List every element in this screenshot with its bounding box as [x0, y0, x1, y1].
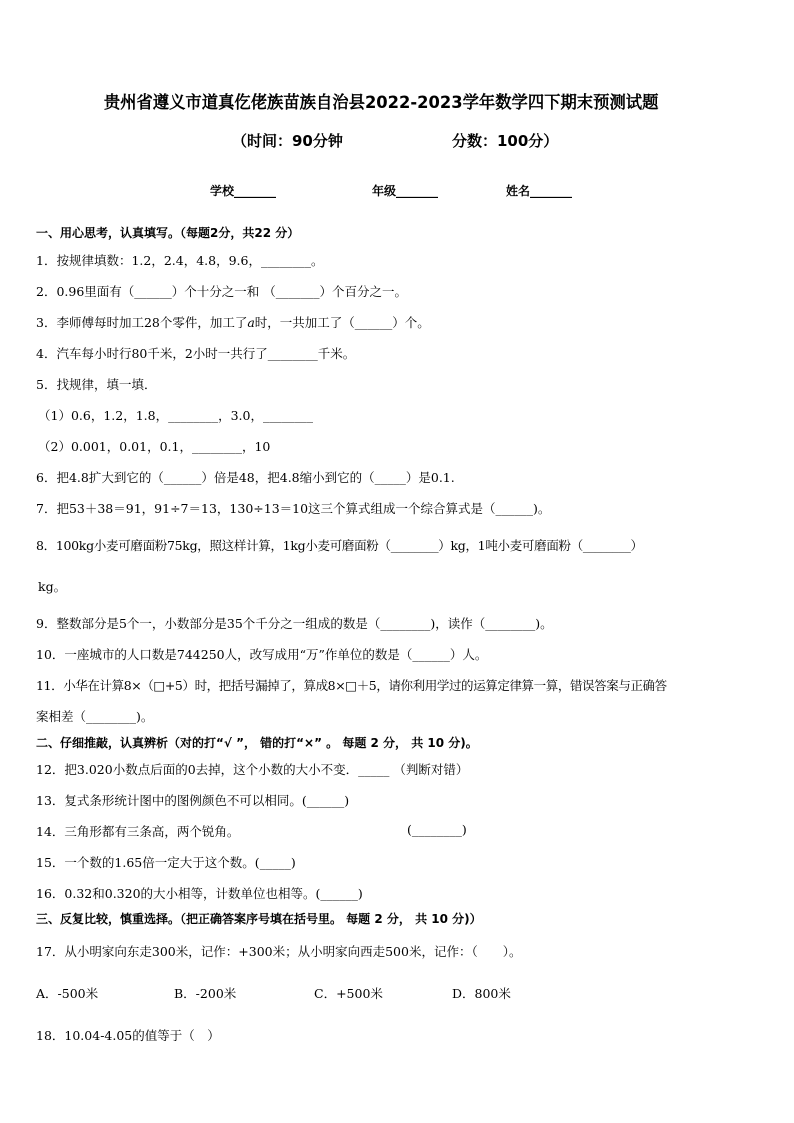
question-8-continued: kg。 — [38, 579, 67, 594]
question-2: 2．0.96里面有（______）个十分之一和 （_______）个百分之一。 — [36, 284, 408, 299]
question-13: 13．复式条形统计图中的图例颜色不可以相同。(______) — [36, 793, 350, 808]
question-7: 7．把53＋38＝91，91÷7＝13，130÷13＝10这三个算式组成一个综合算式是（______)。 — [36, 501, 551, 516]
question-11: 11．小华在计算8×（□+5）时，把括号漏掉了，算成8×□＋5，请你利用学过的运算定律算一算，错误答案与正确答 — [36, 678, 667, 693]
section-heading-2: 二、仔细推敲，认真辨析（对的打“√ ”， 错的打“×” 。 每题 2 分， 共 10 分)。 — [36, 736, 478, 750]
question-10: 10．一座城市的人口数是744250人，改写成用“万”作单位的数是（______）人。 — [36, 647, 488, 662]
question-3: 3．李师傅每时加工28个零件，加工了𝑎时，一共加工了（______）个。 — [36, 315, 430, 330]
question-17-option-a: A．-500米 — [36, 986, 99, 1001]
question-17-option-d: D．800米 — [452, 986, 511, 1001]
question-17: 17．从小明家向东走300米，记作：+300米；从小明家向西走500米，记作：（ ）。 — [36, 944, 522, 959]
question-17-option-b: B．-200米 — [174, 986, 237, 1001]
grade-field: 年级_______ — [372, 184, 439, 198]
page-title: 贵州省遵义市道真仡佬族苗族自治县2022-2023学年数学四下期末预测试题 — [103, 93, 659, 113]
question-5: 5．找规律，填一填． — [36, 377, 157, 392]
exam-time: （时间：90分钟 — [232, 132, 343, 150]
section-heading-1: 一、用心思考，认真填写。（每题2分，共22 分） — [36, 226, 300, 240]
question-8: 8．100kg小麦可磨面粉75kg，照这样计算，1kg小麦可磨面粉（________）kg，1吨小麦可磨面粉（________） — [36, 538, 643, 553]
question-12: 12．把3.020小数点后面的0去掉，这个小数的大小不变．_____ （判断对错） — [36, 762, 469, 777]
question-4: 4．汽车每小时行80千米，2小时一共行了________千米。 — [36, 346, 356, 361]
exam-score: 分数：100分） — [452, 132, 559, 150]
question-5-part-2: （2）0.001，0.01，0.1，________，10 — [38, 439, 271, 454]
question-6: 6．把4.8扩大到它的（______）倍是48，把4.8缩小到它的（_____）是0.1. — [36, 470, 455, 485]
question-1: 1．按规律填数：1.2，2.4，4.8，9.6，________。 — [36, 253, 324, 268]
section-heading-3: 三、反复比较，慎重选择。（把正确答案序号填在括号里。 每题 2 分， 共 10 分)） — [36, 912, 482, 926]
question-9: 9．整数部分是5个一，小数部分是35个千分之一组成的数是（________)，读作（________)。 — [36, 616, 553, 631]
question-14-answer-blank: (________) — [407, 822, 467, 837]
school-field: 学校_______ — [210, 184, 277, 198]
question-11-continued: 案相差（________)。 — [36, 709, 154, 724]
question-14: 14．三角形都有三条高，两个锐角。 — [36, 824, 240, 839]
question-18: 18．10.04-4.05的值等于（ ） — [36, 1028, 220, 1043]
question-15: 15．一个数的1.65倍一定大于这个数。(_____) — [36, 855, 296, 870]
question-16: 16．0.32和0.320的大小相等，计数单位也相等。(______) — [36, 886, 363, 901]
name-field: 姓名_______ — [506, 184, 573, 198]
question-17-option-c: C．+500米 — [314, 986, 383, 1001]
question-5-part-1: （1）0.6，1.2，1.8，________，3.0，________ — [38, 408, 313, 423]
